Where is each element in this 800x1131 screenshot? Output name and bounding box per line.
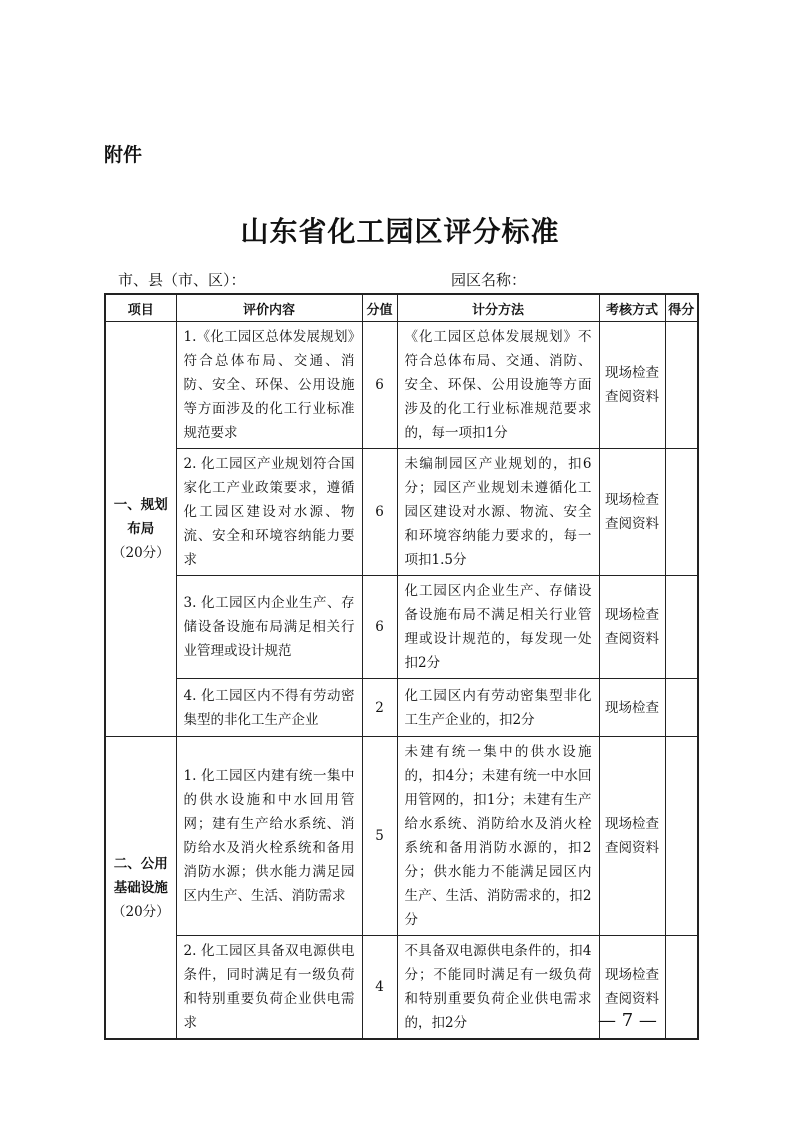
table-row: [105, 576, 698, 679]
evaluation-content: 2. 化工园区产业规划符合国家化工产业政策要求，遵循化工园区建设对水源、物流、安全和环境容纳能力要求: [176, 449, 362, 576]
assessment-method: 现场检查查阅资料: [599, 322, 665, 449]
assessment-method: 现场检查查阅资料: [599, 737, 665, 936]
score-value: 4: [362, 936, 397, 1040]
category-points: （20分）: [112, 545, 170, 561]
result-cell[interactable]: [665, 576, 698, 679]
category-title: 二、公用基础设施: [113, 855, 168, 896]
scoring-method: 化工园区内企业生产、存储设备设施布局不满足相关行业管理或设计规范的，每发现一处扣2分: [397, 576, 599, 679]
table-row: [105, 737, 698, 936]
score-value: 2: [362, 679, 397, 737]
score-value: 6: [362, 322, 397, 449]
park-name-field-label: 园区名称：: [451, 271, 527, 289]
assessment-method: 现场检查: [599, 679, 665, 737]
column-header: 评价内容: [176, 294, 362, 322]
scoring-method: 化工园区内有劳动密集型非化工生产企业的，扣2分: [397, 679, 599, 737]
document-title: 山东省化工园区评分标准: [240, 215, 560, 248]
page-number: — 7 —: [598, 1010, 657, 1031]
assessment-method: 现场检查查阅资料: [599, 576, 665, 679]
assessment-method: 现场检查查阅资料: [599, 936, 665, 1040]
result-cell[interactable]: [665, 936, 698, 1040]
result-cell[interactable]: [665, 322, 698, 449]
scoring-method: 不具备双电源供电条件的，扣4分；不能同时满足有一级负荷和特别重要负荷企业供电需求的，扣2分: [397, 936, 599, 1040]
table-row: [105, 679, 698, 737]
column-header: 考核方式: [599, 294, 665, 322]
category-points: （20分）: [112, 903, 170, 920]
result-cell[interactable]: [665, 679, 698, 737]
score-value: 6: [362, 449, 397, 576]
category-title: 一、规划布局: [113, 497, 168, 537]
result-cell[interactable]: [665, 737, 698, 936]
evaluation-content: 1. 化工园区内建有统一集中的供水设施和中水回用管网；建有生产给水系统、消防给水及消火栓系统和备用消防水源；供水能力满足园区内生产、生活、消防需求: [176, 737, 362, 936]
column-header: 得分: [665, 294, 698, 322]
category-cell: [105, 737, 176, 1040]
table-row: [105, 322, 698, 449]
column-header: 项目: [105, 294, 176, 322]
evaluation-content: 3. 化工园区内企业生产、存储设备设施布局满足相关行业管理或设计规范: [176, 576, 362, 679]
category-cell: [105, 322, 176, 737]
scoring-method: 未建有统一集中的供水设施的，扣4分；未建有统一中水回用管网的，扣1分；未建有生产给水系统、消防给水及消火栓系统和备用消防水源的，扣2分；供水能力不能满足园区内生产、生活、消防需求的，扣2分: [397, 737, 599, 936]
city-field-label: 市、县（市、区）：: [118, 271, 246, 289]
column-header: 分值: [362, 294, 397, 322]
evaluation-content: 4. 化工园区内不得有劳动密集型的非化工生产企业: [176, 679, 362, 737]
evaluation-content: 1.《化工园区总体发展规划》符合总体布局、交通、消防、安全、环保、公用设施等方面涉及的化工行业标准规范要求: [176, 322, 362, 449]
attachment-label: 附件: [104, 144, 143, 166]
column-header: 计分方法: [397, 294, 599, 322]
scoring-table: [104, 293, 699, 1040]
score-value: 6: [362, 576, 397, 679]
table-row: [105, 449, 698, 576]
scoring-method: 未编制园区产业规划的，扣6分；园区产业规划未遵循化工园区建设对水源、物流、安全和环境容纳能力要求的，每一项扣1.5分: [397, 449, 599, 576]
evaluation-content: 2. 化工园区具备双电源供电条件，同时满足有一级负荷和特别重要负荷企业供电需求: [176, 936, 362, 1040]
score-value: 5: [362, 737, 397, 936]
scoring-method: 《化工园区总体发展规划》不符合总体布局、交通、消防、安全、环保、公用设施等方面涉及的化工行业标准规范要求的，每一项扣1分: [397, 322, 599, 449]
table-header-row: [105, 294, 698, 322]
result-cell[interactable]: [665, 449, 698, 576]
assessment-method: 现场检查查阅资料: [599, 449, 665, 576]
